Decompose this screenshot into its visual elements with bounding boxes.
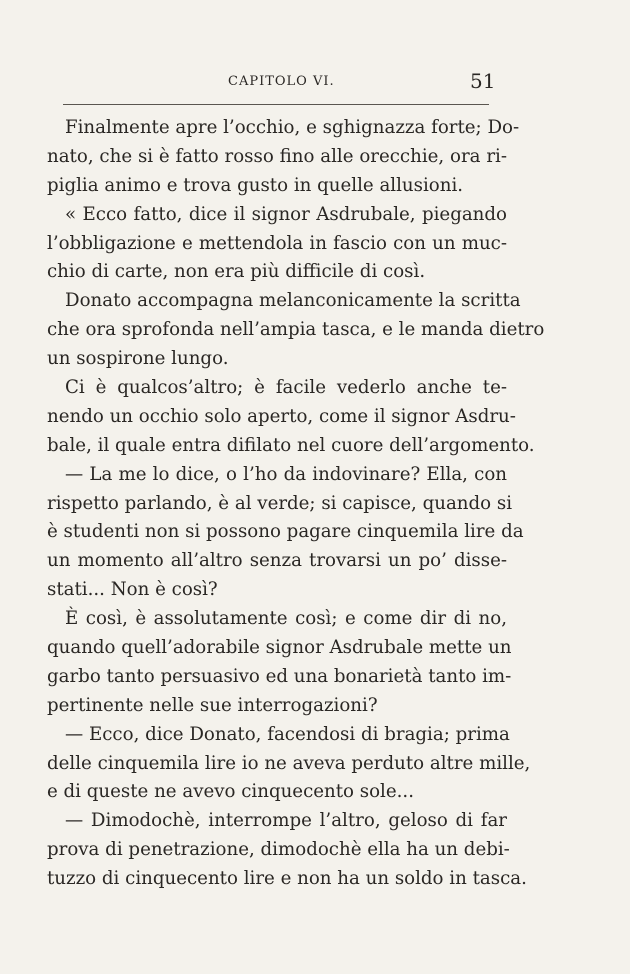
text-line: stati... Non è così? xyxy=(47,579,218,601)
running-head: CAPITOLO VI. xyxy=(228,74,335,89)
header-rule xyxy=(63,104,489,105)
text-line: — Ecco, dice Donato, facendosi di bragia; prima xyxy=(65,723,510,745)
text-line: piglia animo e trova gusto in quelle allusioni. xyxy=(47,174,464,196)
text-line: « Ecco fatto, dice il signor Asdrubale, piegando xyxy=(65,203,507,225)
text-line: È così, è assolutamente così; e come dir di no, xyxy=(65,608,507,630)
text-line: — La me lo dice, o l’ho da indovinare? Ella, con xyxy=(65,463,507,485)
text-line: un momento all’altro senza trovarsi un po’ disse- xyxy=(47,550,507,572)
text-line: quando quell’adorabile signor Asdrubale mette un xyxy=(47,637,512,659)
text-line: — Dimodochè, interrompe l’altro, geloso di far xyxy=(65,810,507,832)
text-line: tuzzo di cinquecento lire e non ha un soldo in tasca. xyxy=(47,868,527,890)
text-line: Donato accompagna melanconicamente la scritta xyxy=(65,290,521,312)
text-line: l’obbligazione e mettendola in fascio con un muc- xyxy=(47,232,507,254)
text-line: chio di carte, non era più difficile di così. xyxy=(47,261,426,283)
text-line: che ora sprofonda nell’ampia tasca, e le manda dietro xyxy=(47,319,545,341)
text-line: pertinente nelle sue interrogazioni? xyxy=(47,694,378,716)
text-line: delle cinquemila lire io ne aveva perduto altre mille, xyxy=(47,752,531,774)
text-line: nendo un occhio solo aperto, come il signor Asdru- xyxy=(47,405,516,427)
text-line: rispetto parlando, è al verde; si capisce, quando si xyxy=(47,492,513,514)
text-line: Finalmente apre l’occhio, e sghignazza forte; Do- xyxy=(65,117,520,138)
text-line: garbo tanto persuasivo ed una bonarietà tanto im- xyxy=(47,665,512,687)
text-line: Ci è qualcos’altro; è facile vederlo anche te- xyxy=(65,377,507,399)
page-number: 51 xyxy=(470,69,496,93)
text-line: e di queste ne avevo cinquecento sole... xyxy=(47,781,414,803)
body-text xyxy=(47,114,545,894)
text-line: prova di penetrazione, dimodochè ella ha un debi- xyxy=(47,839,510,861)
text-line: è studenti non si possono pagare cinquemila lire da xyxy=(47,521,524,543)
text-line: nato, che si è fatto rosso fino alle orecchie, ora ri- xyxy=(47,145,507,167)
text-line: bale, il quale entra difilato nel cuore dell’argomento. xyxy=(47,434,535,456)
text-line: un sospirone lungo. xyxy=(47,348,229,370)
